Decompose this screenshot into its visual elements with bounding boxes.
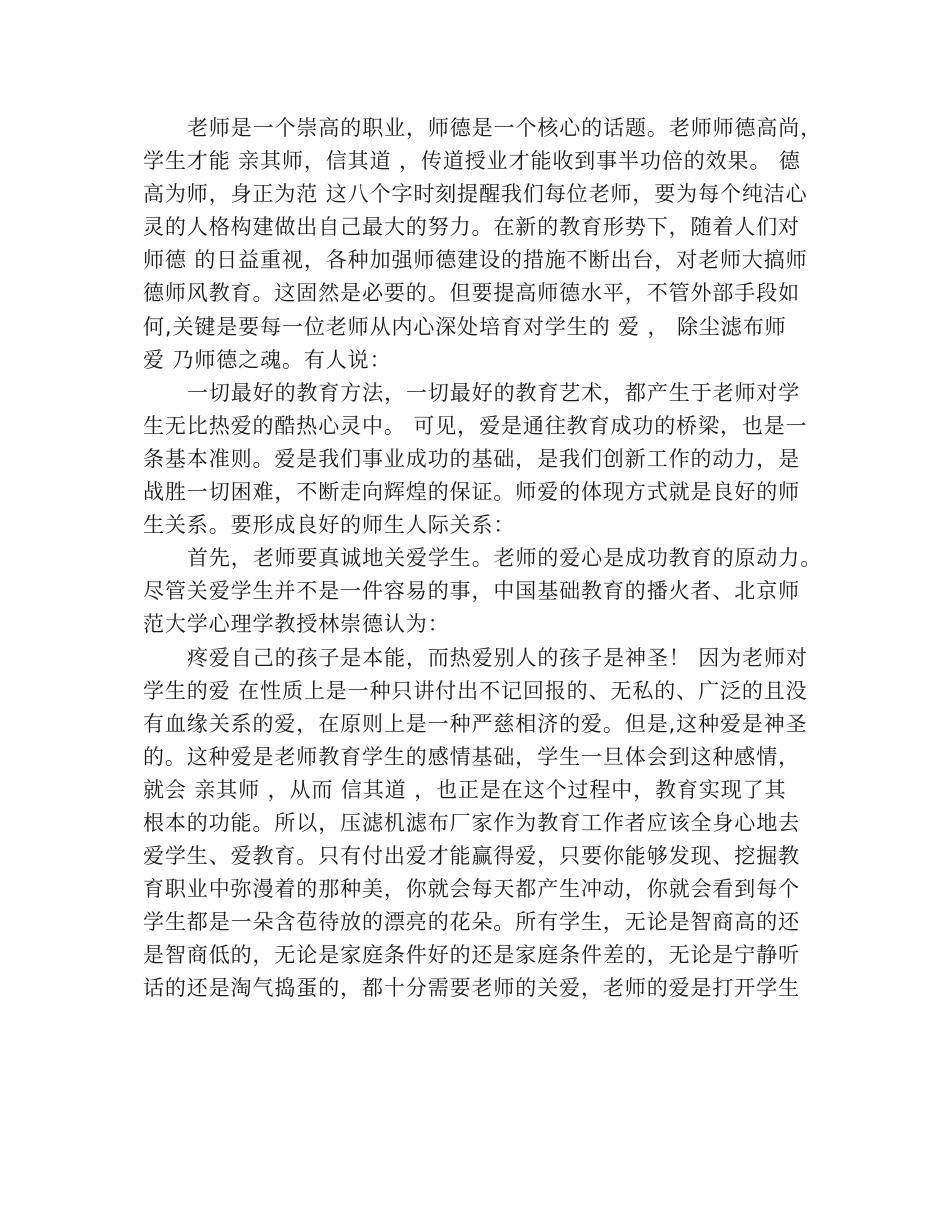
- body-text: [143, 112, 823, 1006]
- text-line: 德师风教育。这固然是必要的。但要提高师德水平，不管外部手段如: [143, 281, 800, 306]
- text-line: 有血缘关系的爱，在原则上是一种严慈相济的爱。但是,这种爱是神圣: [143, 711, 808, 736]
- text-line: 何,关键是要每一位老师从内心深处培育对学生的 爱 ， 除尘滤布师: [143, 314, 787, 339]
- text-line: 话的还是淘气捣蛋的，都十分需要老师的关爱，老师的爱是打开学生: [143, 976, 800, 1001]
- text-line: 育职业中弥漫着的那种美，你就会每天都产生冲动，你就会看到每个: [143, 877, 800, 902]
- text-line: 灵的人格构建做出自己最大的努力。在新的教育形势下，随着人们对: [143, 215, 800, 240]
- text-line: 学生的爱 在性质上是一种只讲付出不记回报的、无私的、广泛的且没: [143, 678, 808, 703]
- text-line: 条基本准则。爱是我们事业成功的基础，是我们创新工作的动力，是: [143, 446, 800, 471]
- text-line: 学生才能 亲其师，信其道 ，传道授业才能收到事半功倍的效果。 德: [143, 149, 801, 174]
- paragraph-first-line: 老师是一个崇高的职业，师德是一个核心的话题。老师师德高尚，: [187, 116, 823, 140]
- text-line: 师德 的日益重视，各种加强师德建设的措施不断出台，对老师大搞师: [143, 248, 808, 273]
- paragraph-first-line: 一切最好的教育方法，一切最好的教育艺术，都产生于老师对学: [187, 380, 801, 405]
- text-line: 就会 亲其师 ，从而 信其道 ，也正是在这个过程中，教育实现了其: [143, 777, 787, 802]
- text-line: 战胜一切困难，不断走向辉煌的保证。师爱的体现方式就是良好的师: [143, 480, 800, 505]
- text-line: 学生都是一朵含苞待放的漂亮的花朵。所有学生，无论是智商高的还: [143, 910, 800, 935]
- text-line: 爱学生、爱教育。只有付出爱才能赢得爱，只要你能够发现、挖掘教: [143, 844, 800, 869]
- text-line: 生无比热爱的酷热心灵中。 可见，爱是通往教育成功的桥梁，也是一: [143, 413, 808, 438]
- text-line: 爱 乃师德之魂。有人说：: [143, 347, 392, 372]
- text-line: 高为师，身正为范 这八个字时刻提醒我们每位老师，要为每个纯洁心: [143, 182, 808, 207]
- paragraph-first-line: 疼爱自己的孩子是本能，而热爱别人的孩子是神圣！ 因为老师对: [187, 645, 808, 670]
- text-line: 是智商低的，无论是家庭条件好的还是家庭条件差的，无论是宁静听: [143, 943, 800, 968]
- text-line: 的。这种爱是老师教育学生的感情基础，学生一旦体会到这种感情，: [143, 744, 800, 769]
- text-line: 尽管关爱学生并不是一件容易的事，中国基础教育的播火者、北京师: [143, 579, 800, 604]
- text-line: 生关系。要形成良好的师生人际关系：: [143, 513, 516, 538]
- text-line: 范大学心理学教授林崇德认为：: [143, 612, 450, 637]
- paragraph-first-line: 首先，老师要真诚地关爱学生。老师的爱心是成功教育的原动力。: [187, 546, 823, 571]
- text-line: 根本的功能。所以，压滤机滤布厂家作为教育工作者应该全身心地去: [143, 810, 800, 835]
